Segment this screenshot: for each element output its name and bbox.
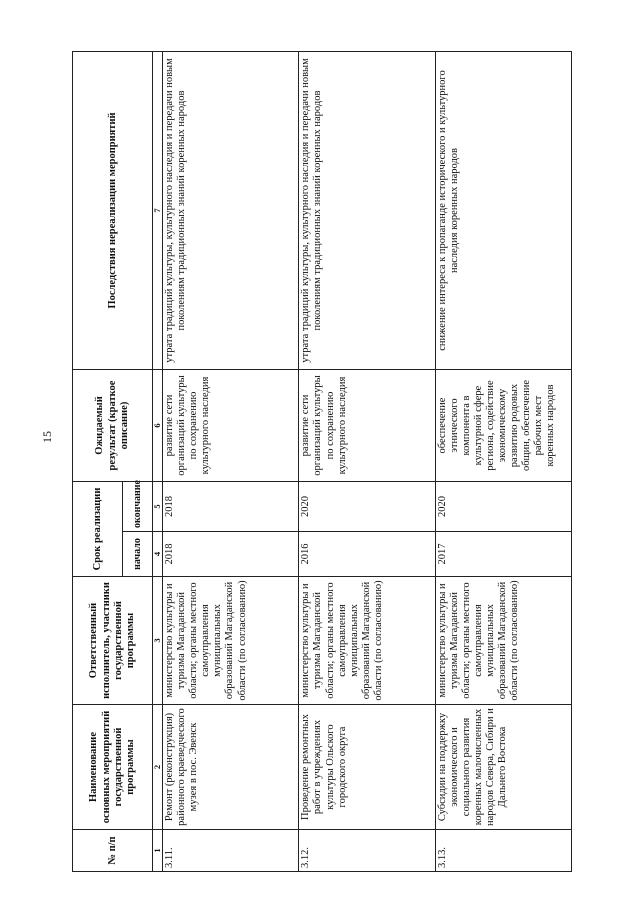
header-term: Срок реализации [73, 482, 123, 577]
row-start: 2016 [299, 532, 435, 577]
header-consequences: Последствия нереализации мероприятий [73, 52, 153, 370]
header-executor: Ответственный исполнитель, участники государственной программы [73, 577, 153, 705]
row-number: 3.11. [163, 830, 299, 872]
row-number: 3.12. [299, 830, 435, 872]
header-result: Ожидаемый результат (краткое описание) [73, 370, 153, 482]
header-name: Наименование основных мероприятий государственной программы [73, 705, 153, 830]
row-result: развитие сети организаций культуры по сохранению культурного наследия [299, 370, 435, 482]
column-number: 5 [153, 482, 163, 532]
page-number: 15 [40, 431, 54, 443]
table-row [163, 52, 299, 872]
header-end: окончание [123, 482, 153, 532]
column-number: 3 [153, 577, 163, 705]
row-result: обеспечение этнического компонента в культурной сфере региона, содействие экономическому развитию родовых общин, обеспечение рабочих мест коренных народов [435, 370, 571, 482]
row-name: Субсидии на поддержку экономического и социального развития коренных малочисленных народов Севера, Сибири и Дальнего Востока [435, 705, 571, 830]
table-row [435, 52, 571, 872]
measures-table-sheet [72, 52, 572, 872]
row-consequences: утрата традиций культуры, культурного наследия и передачи новым поколениям традиционных знаний коренных народов [299, 52, 435, 370]
row-consequences: снижение интереса к пропаганде исторического и культурного наследия коренных народов [435, 52, 571, 370]
header-num: № п/п [73, 830, 153, 872]
column-number: 4 [153, 532, 163, 577]
row-end: 2020 [299, 482, 435, 532]
column-number: 2 [153, 705, 163, 830]
measures-table [72, 51, 572, 872]
row-name: Проведение ремонтных работ в учреждениях культуры Ольского городского округа [299, 705, 435, 830]
row-start: 2018 [163, 532, 299, 577]
column-number: 6 [153, 370, 163, 482]
column-number: 7 [153, 52, 163, 370]
header-row [73, 52, 123, 872]
row-executor: министерство культуры и туризма Магаданской области; органы местного самоуправления муниципальных образований Магаданской области (по согласованию) [299, 577, 435, 705]
row-consequences: утрата традиций культуры, культурного наследия и передачи новым поколениям традиционных знаний коренных народов [163, 52, 299, 370]
row-number: 3.13. [435, 830, 571, 872]
row-end: 2018 [163, 482, 299, 532]
row-result: развитие сети организаций культуры по сохранению культурного наследия [163, 370, 299, 482]
table-row [299, 52, 435, 872]
header-start: начало [123, 532, 153, 577]
column-number: 1 [153, 830, 163, 872]
row-executor: министерство культуры и туризма Магаданской области; органы местного самоуправления муниципальных образований Магаданской области (по согласованию) [163, 577, 299, 705]
row-name: Ремонт (реконструкция) районного краеведческого музея в пос. Эвенск [163, 705, 299, 830]
column-number-row [153, 52, 163, 872]
row-executor: министерство культуры и туризма Магаданской области; органы местного самоуправления муниципальных образований Магаданской области (по согласованию) [435, 577, 571, 705]
row-end: 2020 [435, 482, 571, 532]
row-start: 2017 [435, 532, 571, 577]
